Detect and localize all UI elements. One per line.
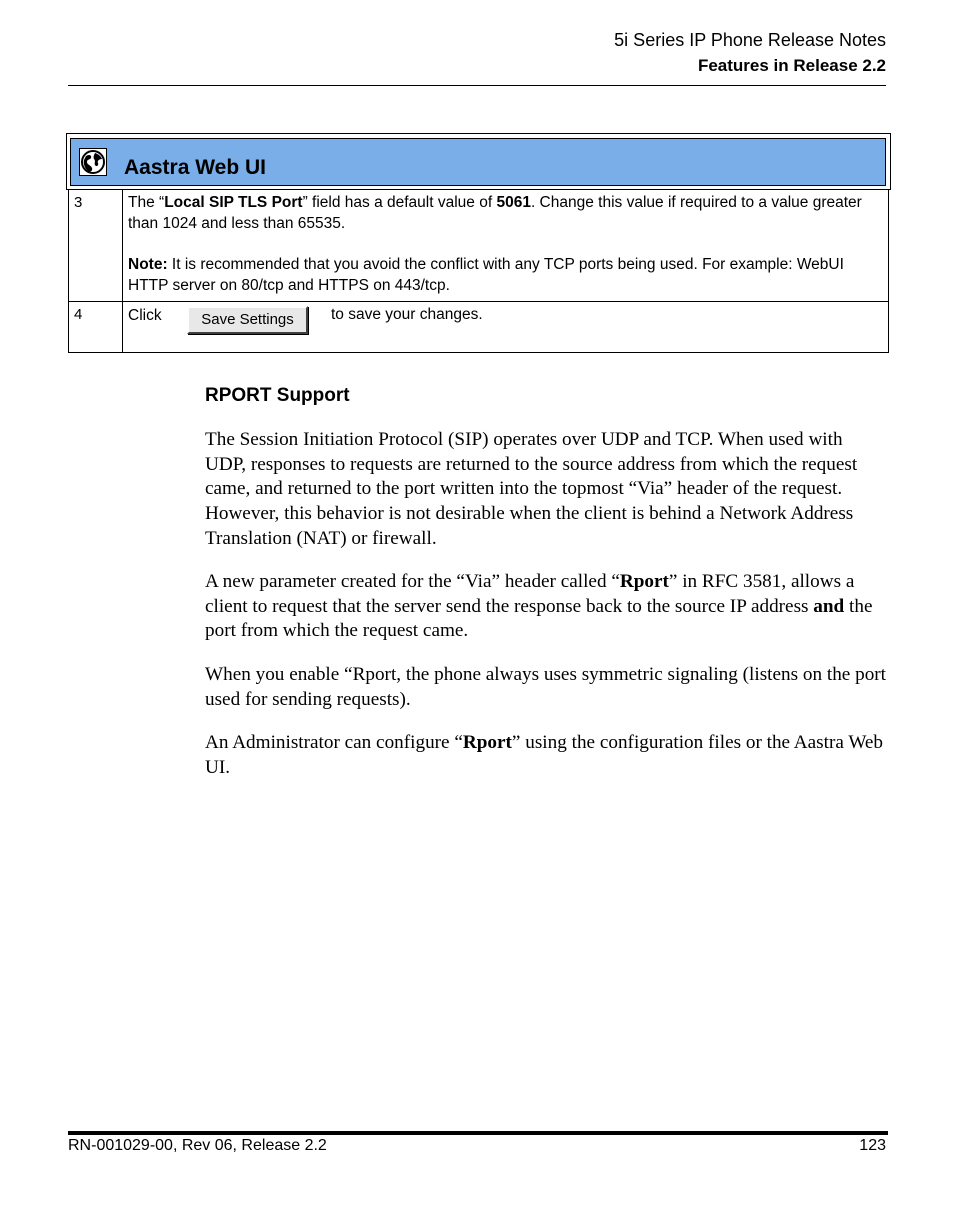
- banner-title: Aastra Web UI: [124, 156, 266, 179]
- step-number: 3: [74, 194, 83, 211]
- page-number: 123: [859, 1137, 886, 1154]
- footer-doc-id: RN-001029-00, Rev 06, Release 2.2: [68, 1137, 327, 1154]
- paragraph: A new parameter created for the “Via” header called “Rport” in RFC 3581, allows a client to request that the server send the response back to the source IP address and the port from which the request came.: [205, 571, 873, 642]
- step-number: 4: [74, 306, 83, 323]
- column-divider: [122, 189, 123, 353]
- step-3-note: Note: It is recommended that you avoid the conflict with any TCP ports being used. For example: WebUI HTTP server on 80/tcp and HTTPS on 443/tcp.: [128, 256, 844, 294]
- step-4-prefix: Click: [128, 307, 162, 324]
- step-3-text: The “Local SIP TLS Port” field has a default value of 5061. Change this value if required to a value greater than 1024 and less than 65535.: [128, 194, 862, 232]
- footer-rule: [68, 1131, 888, 1135]
- paragraph: When you enable “Rport, the phone always uses symmetric signaling (listens on the port used for sending requests).: [205, 664, 887, 710]
- row-divider: [68, 301, 889, 302]
- header-title: 5i Series IP Phone Release Notes: [614, 30, 886, 50]
- paragraph: An Administrator can configure “Rport” using the configuration files or the Aastra Web UI.: [205, 732, 884, 778]
- section-heading: RPORT Support: [205, 385, 350, 406]
- paragraph: The Session Initiation Protocol (SIP) operates over UDP and TCP. When used with UDP, responses to requests are returned to the source address from which the request came, and returned to the port written into the topmost “Via” header of the request. However, this behavior is not desirable when the client is behind a Network Address Translation (NAT) or firewall.: [205, 429, 858, 549]
- step-4-suffix: to save your changes.: [331, 306, 483, 323]
- globe-icon: [79, 148, 107, 176]
- header-subtitle: Features in Release 2.2: [697, 56, 886, 75]
- save-settings-button[interactable]: Save Settings: [187, 306, 308, 334]
- header-rule: [68, 85, 886, 86]
